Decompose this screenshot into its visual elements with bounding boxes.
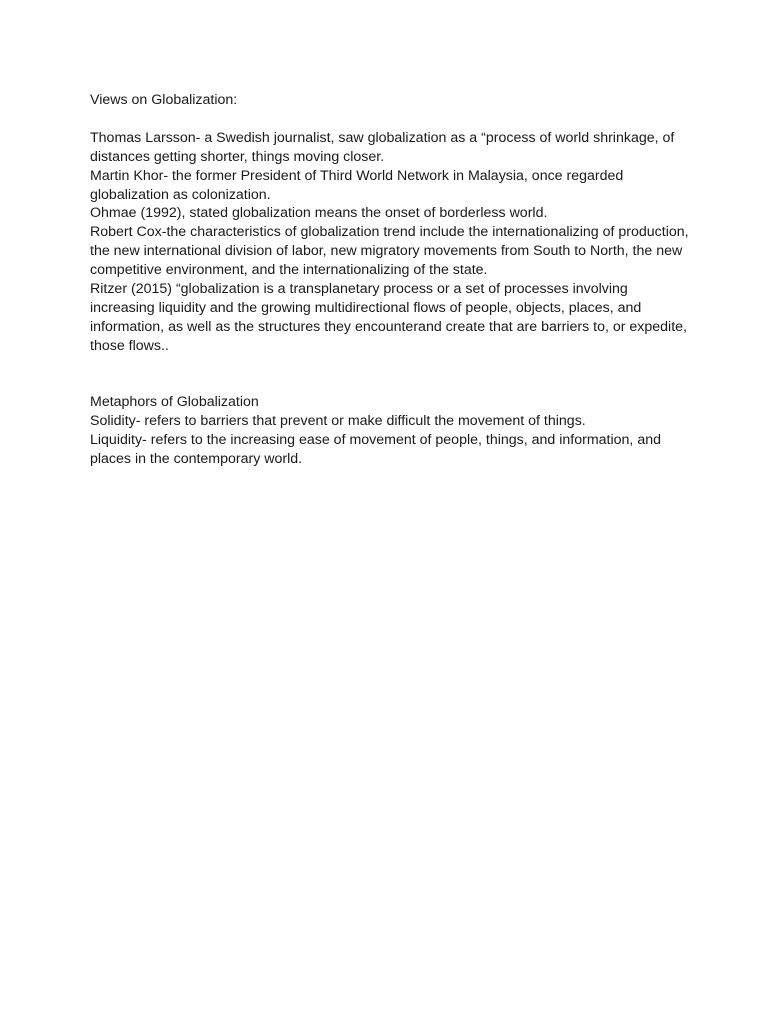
document-page (90, 91, 690, 469)
section-heading-views: Views on Globalization: (90, 92, 238, 108)
paragraph-ritzer: Ritzer (2015) “globalization is a transplanetary process or a set of processes involving increasing liquidity and the growing multidirectional flows of people, objects, places, and information, as well as the structures they encounterand create that are barriers to, or expedite, those flows.. (90, 281, 687, 354)
spacer (90, 110, 690, 129)
paragraph-larsson: Thomas Larsson- a Swedish journalist, saw globalization as a “process of world shrinkage, of distances getting shorter, things moving closer. (90, 129, 675, 165)
section-heading-metaphors: Metaphors of Globalization (90, 394, 259, 411)
paragraph-liquidity: Liquidity- refers to the increasing ease of movement of people, things, and information, and places in the contemporary world. (90, 432, 661, 468)
paragraph-ohmae: Ohmae (1992), stated globalization means the onset of borderless world. (90, 205, 548, 222)
spacer (90, 356, 690, 394)
paragraph-cox: Robert Cox-the characteristics of globalization trend include the internationalizing of production, the new international division of labor, new migratory movements from South to North, the new competitive environment, and the internationalizing of the state. (90, 224, 689, 279)
paragraph-khor: Martin Khor- the former President of Third World Network in Malaysia, once regarded globalization as colonization. (90, 167, 624, 203)
paragraph-solidity: Solidity- refers to barriers that prevent or make difficult the movement of things. (90, 413, 586, 430)
